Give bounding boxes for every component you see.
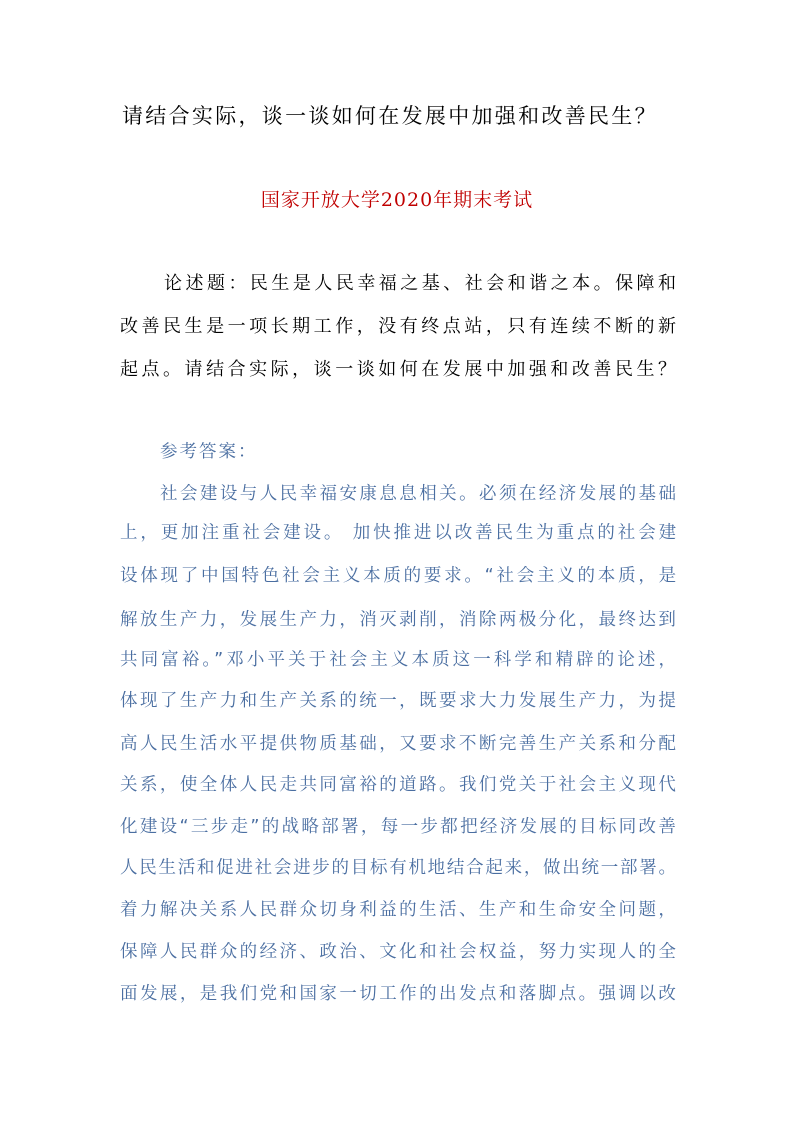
answer-line: 人民生活和促进社会进步的目标有机地结合起来，做出统一部署。	[120, 858, 678, 878]
question-line: 论述题：民生是人民幸福之基、社会和谐之本。保障和	[164, 273, 680, 294]
document-title: 请结合实际，谈一谈如何在发展中加强和改善民生？	[122, 104, 658, 128]
question-line: 起点。请结合实际，谈一谈如何在发展中加强和改善民生？	[120, 359, 680, 380]
answer-line: 共同富裕。”邓小平关于社会主义本质这一科学和精辟的论述，	[120, 650, 680, 670]
answer-line: 面发展，是我们党和国家一切工作的出发点和落脚点。强调以改	[120, 984, 679, 1004]
answer-heading: 参考答案：	[160, 442, 258, 462]
answer-line: 高人民生活水平提供物质基础，又要求不断完善生产关系和分配	[120, 734, 679, 754]
answer-line: 解放生产力，发展生产力，消灭剥削，消除两极分化，最终达到	[120, 610, 679, 630]
answer-line: 社会建设与人民幸福安康息息相关。必须在经济发展的基础	[160, 484, 679, 504]
answer-line: 上，更加注重社会建设。 加快推进以改善民生为重点的社会建	[120, 523, 679, 543]
answer-line: 着力解决关系人民群众切身利益的生活、生产和生命安全问题，	[120, 900, 679, 920]
answer-line: 关系，使全体人民走共同富裕的道路。我们党关于社会主义现代	[120, 775, 679, 795]
exam-title: 国家开放大学2020年期末考试	[260, 189, 534, 211]
answer-line: 体现了生产力和生产关系的统一，既要求大力发展生产力，为提	[120, 691, 679, 711]
question-line: 改善民生是一项长期工作，没有终点站，只有连续不断的新	[120, 316, 680, 337]
answer-line: 保障人民群众的经济、政治、文化和社会权益，努力实现人的全	[120, 942, 679, 962]
answer-line: 化建设“三步走”的战略部署，每一步都把经济发展的目标同改善	[120, 817, 679, 837]
answer-line: 设体现了中国特色社会主义本质的要求。“社会主义的本质，是	[120, 566, 679, 586]
